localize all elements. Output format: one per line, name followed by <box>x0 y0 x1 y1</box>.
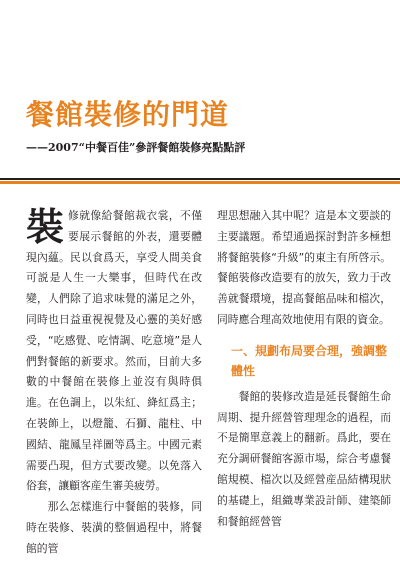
header-rule-orange <box>0 181 400 184</box>
right-column <box>217 206 391 532</box>
body-paragraph: 餐館的裝修改造是延長餐館生命周期、提升經營管理理念的過程，而不是簡單意義上的翻新。爲此，要在充分調研餐館客源市場，綜合考慮餐館規模、檔次以及經營産品結構現狀的基礎上，組織專業設計師、建築師和餐館經營管 <box>217 389 391 528</box>
body-paragraph: 理思想融入其中呢？這是本文要談的主要議題。希望通過探討對許多極想將餐館裝修“升級”的東主有所啓示。餐館裝修改造要有的放矢，致力于改善就餐環境，提高餐館品味和檔次，同時應合理高效地使用有限的資金。 <box>217 209 391 326</box>
article-title: 餐館裝修的門道 <box>26 98 230 131</box>
paragraph-text: 修就像給餐館裁衣裳，不僅要展示餐館的外表，還要體現內蘊。民以食爲天，享受人間美食可説是人生一大樂事，但時代在改變，人們除了追求味覺的滿足之外，同時也日益重視視覺及心靈的美好感受，“吃感覺、吃情調、吃意境”是人們對餐館的新要求。然而，目前大多數的中餐館在裝修上並沒有與時俱進。在色調上，以朱紅、絳紅爲主；在裝飾上，以燈籠、石獅、龍柱、中國結、龍鳳呈祥圖等爲主。中國元素需要凸現，但方式要改變。以免落入俗套，讓顧客産生審美疲勞。 <box>26 209 202 493</box>
header-rule-black <box>0 178 400 180</box>
body-paragraph: 那么怎樣進行中餐館的裝修，同時在裝修、裝潢的整個過程中，將餐館的管 <box>26 500 202 555</box>
article-subtitle: ——2007“中餐百佳”參評餐館裝修亮點點評 <box>26 141 246 154</box>
section-heading: 一、規劃布局要合理，強調整體性 <box>231 343 388 378</box>
body-paragraph <box>26 206 202 497</box>
drop-cap: 裝 <box>26 204 65 249</box>
left-column <box>26 206 202 560</box>
